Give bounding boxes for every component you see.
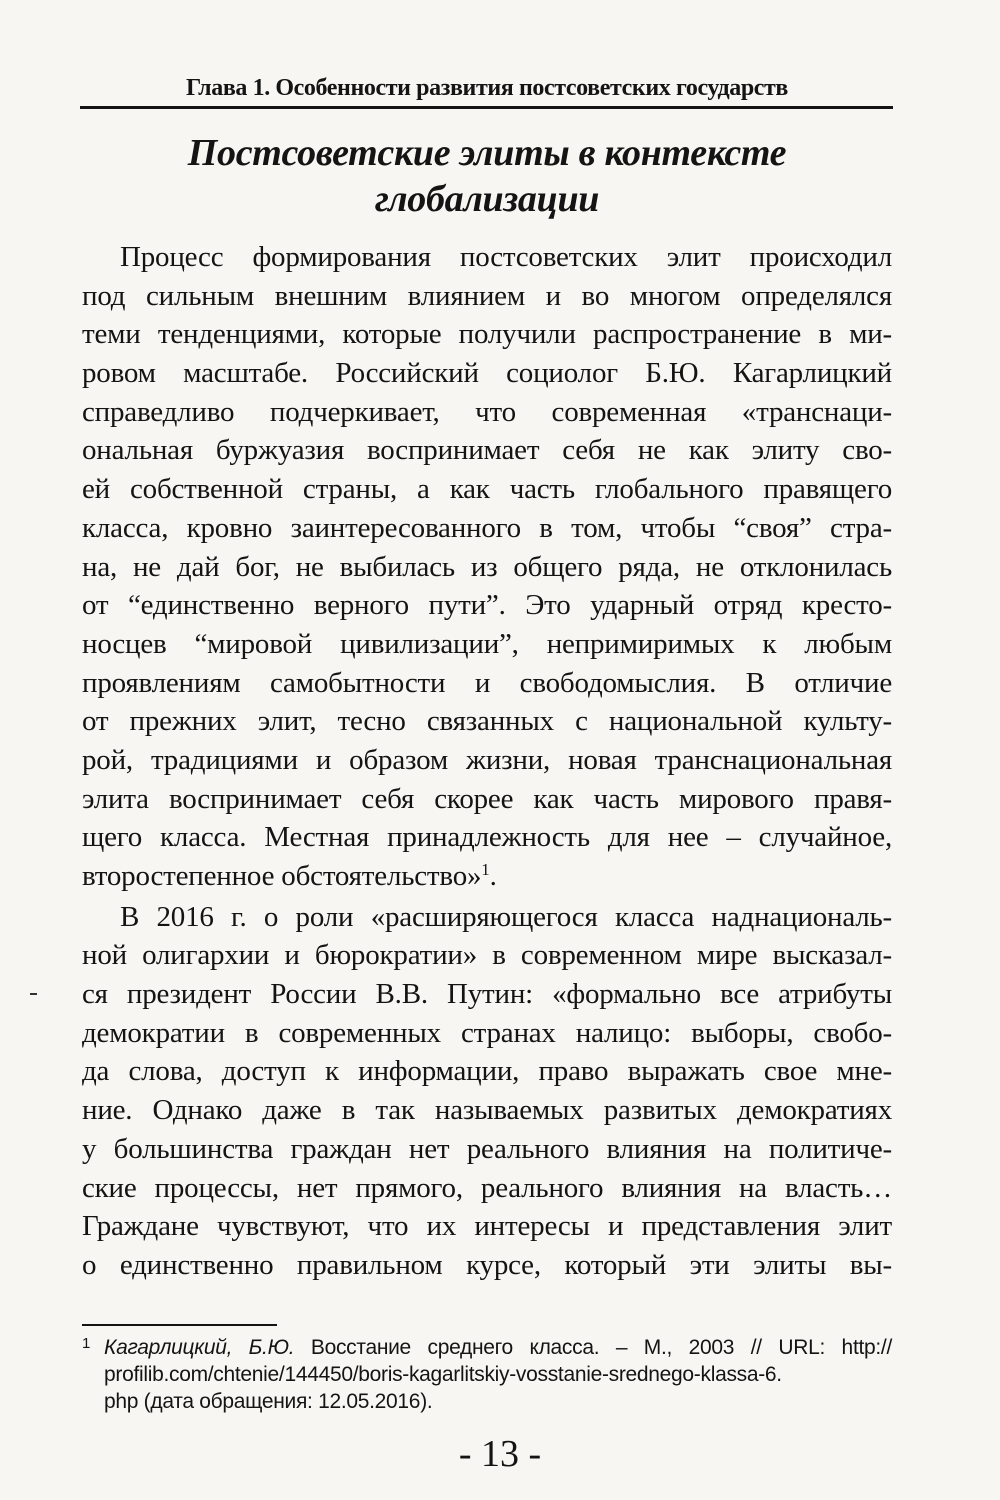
text-line: справедливо подчеркивает, что современная «транснаци- [82, 395, 892, 428]
text-line: у большинства граждан нет реального влияния на политиче- [82, 1132, 892, 1165]
text-line: ские процессы, нет прямого, реального влияния на власть… [82, 1171, 892, 1204]
footnote-line [82, 1334, 892, 1361]
text-line: да слова, доступ к информации, право выражать свое мне- [82, 1055, 892, 1088]
text-line: на, не дай бог, не выбилась из общего ряда, не отклонилась [82, 550, 892, 583]
text-line: демократии в современных странах налицо: выборы, свобо- [82, 1016, 892, 1049]
running-head: Глава 1. Особенности развития постсоветских государств [186, 75, 788, 101]
paragraph-1 [82, 238, 892, 896]
paragraph-2 [82, 898, 892, 1285]
text-line: рой, традициями и образом жизни, новая транснациональная [82, 743, 892, 776]
text-line: ние. Однако даже в так называемых развитых демократиях [82, 1094, 892, 1127]
text-line: ной олигархии и бюрократии» в современном мире высказал- [82, 939, 892, 972]
body-text [82, 238, 892, 1285]
scan-speck [30, 993, 37, 995]
text-line: под сильным внешним влиянием и во многом определялся [82, 279, 892, 312]
text-line: второстепенное обстоятельство»$^1$. [82, 860, 497, 892]
text-line: от “единственно верного пути”. Это ударный отряд кресто- [82, 589, 892, 622]
text-line: щего класса. Местная принадлежность для нее – случайное, [82, 821, 892, 854]
text-line: ровом масштабе. Российский социолог Б.Ю. Кагарлицкий [82, 357, 892, 390]
text-line: ей собственной страны, а как часть глобального правящего [82, 473, 892, 506]
running-head-rule [80, 106, 893, 109]
text-line: Граждане чувствуют, что их интересы и представления элит [82, 1210, 892, 1243]
text-line: ся президент России В.В. Путин: «формально все атрибуты [82, 978, 892, 1011]
footnote-rule [82, 1324, 277, 1326]
section-title [82, 130, 892, 222]
page-number: - 13 - [458, 1433, 542, 1475]
text-line: о единственно правильном курсе, который эти элиты вы- [82, 1248, 892, 1281]
text-line: Процесс формирования постсоветских элит происходил [120, 241, 892, 273]
section-title-line-1: Постсоветские элиты в контексте [187, 132, 787, 174]
footnote-text: Восстание среднего класса. – М., 2003 // URL: http:// [294, 1336, 892, 1359]
section-title-line-2: глобализации [374, 178, 600, 220]
text-line: класса, кровно заинтересованного в том, чтобы “своя” стра- [82, 511, 892, 544]
text-line: теми тенденциями, которые получили распространение в ми- [82, 318, 892, 351]
text-line: элита воспринимает себя скорее как часть мирового правя- [82, 782, 892, 815]
text-line: ональная буржуазия воспринимает себя не как элиту сво- [82, 434, 892, 467]
footnote-url[interactable]: profilib.com/chtenie/144450/boris-kagarlitskiy-vosstanie-srednego-klassa-6. [104, 1363, 782, 1386]
footnote-reference[interactable]: 1 [481, 860, 490, 879]
text-line: В 2016 г. о роли «расширяющегося класса наднациональ- [120, 900, 892, 933]
text-line: носцев “мировой цивилизации”, непримиримых к любым [82, 627, 892, 660]
footnote [82, 1334, 892, 1415]
footnote-line: php (дата обращения: 12.05.2016). [104, 1390, 433, 1413]
text-line: проявлениям самобытности и свободомыслия. В отличие [82, 666, 892, 699]
text-line: от прежних элит, тесно связанных с национальной культу- [82, 705, 892, 738]
footnote-marker: 1 [82, 1335, 91, 1352]
text-line-content: второстепенное обстоятельство» [82, 860, 482, 892]
footnote-author: Кагарлицкий, Б.Ю. [104, 1336, 295, 1359]
